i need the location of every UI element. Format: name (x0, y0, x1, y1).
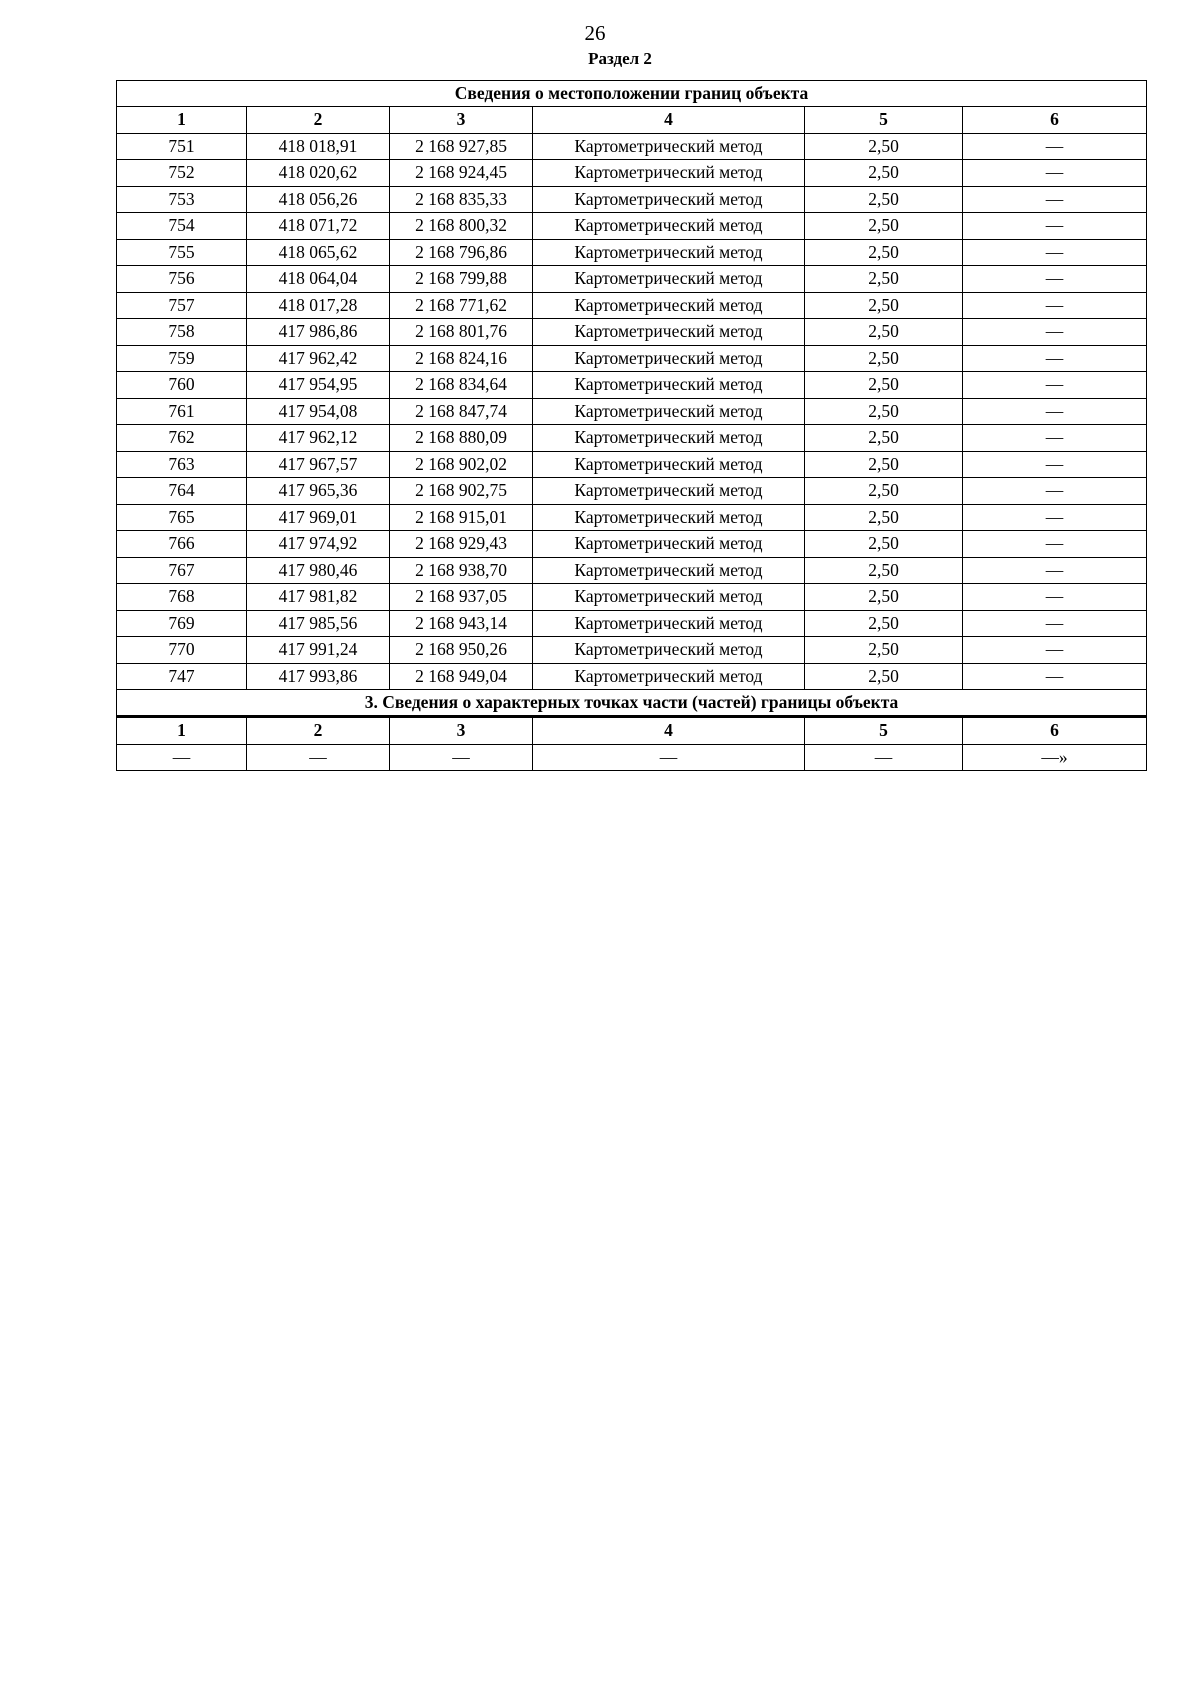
column-number: 3 (390, 107, 533, 134)
y-coordinate: 2 168 880,09 (390, 425, 533, 452)
point-number: 752 (117, 160, 247, 187)
accuracy: 2,50 (805, 345, 963, 372)
y-coordinate: 2 168 950,26 (390, 637, 533, 664)
x-coordinate: 418 018,91 (247, 133, 390, 160)
description: — (963, 425, 1147, 452)
x-coordinate: 417 965,36 (247, 478, 390, 505)
determination-method: Картометрический метод (533, 663, 805, 690)
x-coordinate: 418 064,04 (247, 266, 390, 293)
table-row (117, 504, 1147, 531)
description: — (963, 266, 1147, 293)
column-number: 1 (117, 107, 247, 134)
description: — (963, 451, 1147, 478)
accuracy: 2,50 (805, 319, 963, 346)
y-coordinate: 2 168 801,76 (390, 319, 533, 346)
x-coordinate: 418 020,62 (247, 160, 390, 187)
x-coordinate: 417 993,86 (247, 663, 390, 690)
determination-method: Картометрический метод (533, 557, 805, 584)
point-number: 759 (117, 345, 247, 372)
point-number: 753 (117, 186, 247, 213)
y-coordinate: 2 168 824,16 (390, 345, 533, 372)
determination-method: Картометрический метод (533, 398, 805, 425)
description: — (963, 557, 1147, 584)
accuracy: 2,50 (805, 504, 963, 531)
point-number: 756 (117, 266, 247, 293)
y-coordinate: 2 168 943,14 (390, 610, 533, 637)
y-coordinate: 2 168 902,75 (390, 478, 533, 505)
y-coordinate: 2 168 929,43 (390, 531, 533, 558)
accuracy: 2,50 (805, 425, 963, 452)
point-number: 751 (117, 133, 247, 160)
table-row (117, 398, 1147, 425)
point-number: 765 (117, 504, 247, 531)
table-row (117, 266, 1147, 293)
table-row (117, 663, 1147, 690)
subsection-column-number-row (117, 717, 1147, 745)
accuracy: 2,50 (805, 372, 963, 399)
description: — (963, 610, 1147, 637)
accuracy: 2,50 (805, 292, 963, 319)
point-number: 766 (117, 531, 247, 558)
y-coordinate: 2 168 937,05 (390, 584, 533, 611)
description: — (963, 663, 1147, 690)
table-row (117, 610, 1147, 637)
determination-method: Картометрический метод (533, 478, 805, 505)
x-coordinate: 417 954,08 (247, 398, 390, 425)
accuracy: 2,50 (805, 160, 963, 187)
description: — (963, 504, 1147, 531)
point-number: 763 (117, 451, 247, 478)
table-row (117, 557, 1147, 584)
y-coordinate: 2 168 847,74 (390, 398, 533, 425)
accuracy: — (805, 744, 963, 771)
y-coordinate: 2 168 902,02 (390, 451, 533, 478)
description: — (963, 319, 1147, 346)
x-coordinate: 417 962,12 (247, 425, 390, 452)
table-row (117, 584, 1147, 611)
determination-method: Картометрический метод (533, 239, 805, 266)
point-number: 768 (117, 584, 247, 611)
description: —» (963, 744, 1147, 771)
y-coordinate: 2 168 915,01 (390, 504, 533, 531)
description: — (963, 213, 1147, 240)
x-coordinate: — (247, 744, 390, 771)
column-number: 4 (533, 107, 805, 134)
x-coordinate: 418 017,28 (247, 292, 390, 319)
accuracy: 2,50 (805, 451, 963, 478)
accuracy: 2,50 (805, 584, 963, 611)
accuracy: 2,50 (805, 133, 963, 160)
point-number: 757 (117, 292, 247, 319)
point-number: 761 (117, 398, 247, 425)
table-row (117, 531, 1147, 558)
accuracy: 2,50 (805, 478, 963, 505)
point-number: 758 (117, 319, 247, 346)
x-coordinate: 418 071,72 (247, 213, 390, 240)
description: — (963, 239, 1147, 266)
point-number: 747 (117, 663, 247, 690)
accuracy: 2,50 (805, 239, 963, 266)
description: — (963, 133, 1147, 160)
x-coordinate: 417 985,56 (247, 610, 390, 637)
column-number: 4 (533, 717, 805, 745)
determination-method: Картометрический метод (533, 531, 805, 558)
y-coordinate: 2 168 799,88 (390, 266, 533, 293)
table-row (117, 160, 1147, 187)
column-number: 2 (247, 107, 390, 134)
y-coordinate: 2 168 927,85 (390, 133, 533, 160)
table-row (117, 478, 1147, 505)
accuracy: 2,50 (805, 266, 963, 293)
description: — (963, 292, 1147, 319)
table-row (117, 425, 1147, 452)
table-row (117, 213, 1147, 240)
x-coordinate: 417 986,86 (247, 319, 390, 346)
column-number: 5 (805, 107, 963, 134)
y-coordinate: 2 168 800,32 (390, 213, 533, 240)
table-row (117, 372, 1147, 399)
determination-method: Картометрический метод (533, 186, 805, 213)
subsection-row (117, 744, 1147, 771)
x-coordinate: 417 991,24 (247, 637, 390, 664)
point-number: 755 (117, 239, 247, 266)
description: — (963, 478, 1147, 505)
determination-method: Картометрический метод (533, 292, 805, 319)
column-number: 5 (805, 717, 963, 745)
description: — (963, 345, 1147, 372)
accuracy: 2,50 (805, 663, 963, 690)
column-number: 2 (247, 717, 390, 745)
determination-method: Картометрический метод (533, 213, 805, 240)
x-coordinate: 418 065,62 (247, 239, 390, 266)
y-coordinate: 2 168 771,62 (390, 292, 533, 319)
description: — (963, 637, 1147, 664)
determination-method: — (533, 744, 805, 771)
x-coordinate: 417 967,57 (247, 451, 390, 478)
description: — (963, 372, 1147, 399)
point-number: 770 (117, 637, 247, 664)
table-row (117, 319, 1147, 346)
accuracy: 2,50 (805, 398, 963, 425)
y-coordinate: — (390, 744, 533, 771)
subsection-caption-row (117, 690, 1147, 717)
accuracy: 2,50 (805, 637, 963, 664)
table-row (117, 133, 1147, 160)
table-row (117, 637, 1147, 664)
page-number: 26 (584, 21, 606, 45)
table-caption-row (117, 81, 1147, 107)
determination-method: Картометрический метод (533, 266, 805, 293)
accuracy: 2,50 (805, 531, 963, 558)
y-coordinate: 2 168 938,70 (390, 557, 533, 584)
accuracy: 2,50 (805, 610, 963, 637)
column-number: 1 (117, 717, 247, 745)
boundary-coordinates-table (116, 80, 1147, 771)
determination-method: Картометрический метод (533, 372, 805, 399)
determination-method: Картометрический метод (533, 425, 805, 452)
table-row (117, 345, 1147, 372)
accuracy: 2,50 (805, 213, 963, 240)
x-coordinate: 417 980,46 (247, 557, 390, 584)
column-number: 3 (390, 717, 533, 745)
column-number-row (117, 107, 1147, 134)
column-number: 6 (963, 717, 1147, 745)
determination-method: Картометрический метод (533, 610, 805, 637)
y-coordinate: 2 168 834,64 (390, 372, 533, 399)
description: — (963, 584, 1147, 611)
determination-method: Картометрический метод (533, 451, 805, 478)
x-coordinate: 417 954,95 (247, 372, 390, 399)
determination-method: Картометрический метод (533, 133, 805, 160)
determination-method: Картометрический метод (533, 637, 805, 664)
point-number: 760 (117, 372, 247, 399)
point-number: 754 (117, 213, 247, 240)
description: — (963, 186, 1147, 213)
determination-method: Картометрический метод (533, 160, 805, 187)
description: — (963, 531, 1147, 558)
column-number: 6 (963, 107, 1147, 134)
x-coordinate: 418 056,26 (247, 186, 390, 213)
subsection-caption: 3. Сведения о характерных точках части (частей) границы объекта (117, 690, 1147, 717)
determination-method: Картометрический метод (533, 584, 805, 611)
table-row (117, 186, 1147, 213)
x-coordinate: 417 981,82 (247, 584, 390, 611)
point-number: 769 (117, 610, 247, 637)
y-coordinate: 2 168 835,33 (390, 186, 533, 213)
table-row (117, 292, 1147, 319)
table-caption: Сведения о местоположении границ объекта (117, 81, 1147, 107)
x-coordinate: 417 974,92 (247, 531, 390, 558)
determination-method: Картометрический метод (533, 504, 805, 531)
accuracy: 2,50 (805, 557, 963, 584)
section-title: Раздел 2 (588, 49, 652, 68)
point-number: 764 (117, 478, 247, 505)
y-coordinate: 2 168 796,86 (390, 239, 533, 266)
determination-method: Картометрический метод (533, 345, 805, 372)
table-row (117, 239, 1147, 266)
table-row (117, 451, 1147, 478)
x-coordinate: 417 962,42 (247, 345, 390, 372)
description: — (963, 398, 1147, 425)
x-coordinate: 417 969,01 (247, 504, 390, 531)
determination-method: Картометрический метод (533, 319, 805, 346)
y-coordinate: 2 168 949,04 (390, 663, 533, 690)
point-number: 767 (117, 557, 247, 584)
y-coordinate: 2 168 924,45 (390, 160, 533, 187)
description: — (963, 160, 1147, 187)
accuracy: 2,50 (805, 186, 963, 213)
point-number: 762 (117, 425, 247, 452)
point-number: — (117, 744, 247, 771)
